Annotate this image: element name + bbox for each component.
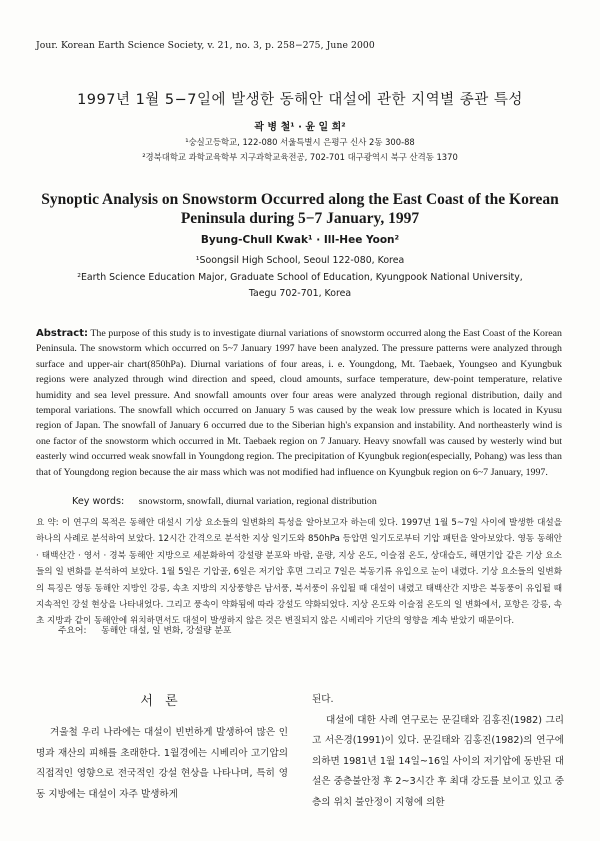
korean-summary-text: 이 연구의 목적은 동해안 대설시 기상 요소들의 일변화의 특성을 알아보고자 하는데 있다. 1997년 1월 5~7일 사이에 발생한 대설을 하나의 사례로 분석하여 보았다. 12시간 간격으로 분석한 지상 일기도와 850hPa 등압면 일기도로부터 기압 패턴을 알아보았다. 영동 동해안 · 태백산간 · 영서 · 경북 동해안 지방으로 세분화하여 강설량 분포와 바람, 운량, 지상 온도, 이슬점 온도, 상대습도, 해면기압 같은 기상 요소들의 일 변화를 분석하여 보았다. 1월 5일은 기압골, 6일은 저기압 후면 그리고 7일은 북동기류 유입으로 눈이 내렸다. 기상 요소들의 일변화의 특징은 영동 동해안 지방인 강릉, 속초 지방의 지상풍향은 남서풍, 북서풍이 유입될 때 대설이 내렸고 태백산간 지방은 북동풍이 유입될 때 지속적인 강설 현상을 나타내었다. 그리고 풍속이 약화됨에 따라 강설도 약화되었다. 지상 온도와 이슬점 온도의 일 변화에서, 포항은 강릉, 속초 지방과 같이 동해안에 위치하면서도 대설이 발생하지 않은 것은 변질되지 않은 시베리아 기단의 영향을 계속 받았기 때문이다. <box>36 518 563 627</box>
korean-authors: 곽 병 철¹ · 윤 일 희² <box>254 122 346 133</box>
body-paragraph: 겨울철 우리 나라에는 대설이 빈번하게 발생하여 많은 인명과 재산의 피해를 초래한다. 1월경에는 시베리아 고기압의 직접적인 영향으로 전국적인 강설 현상을 나타나며, 특히 영동 지방에는 대설이 자주 발생하게 <box>36 727 288 800</box>
korean-summary-label: 요 약: <box>36 518 59 528</box>
english-affiliations <box>0 253 600 303</box>
abstract-label: Abstract: <box>36 328 89 339</box>
korean-affiliation-1: ¹숭실고등학교, 122-080 서울특별시 은평구 신사 2동 300-88 <box>185 137 415 147</box>
body-column-left <box>36 723 288 805</box>
body-paragraph: 대설에 대한 사례 연구로는 문길태와 김홍진(1982) 그리고 서은경(1991)이 있다. 문길태와 김홍진(1982)의 연구에 의하면 1981년 1월 14일~16일 사이의 저기압에 동반된 대설은 중층불안정 후 2~3시간 후 최대 강도를 보이고 있고 중층의 위치 불안정이 지형에 의한 <box>312 714 564 808</box>
body-continuation: 된다. <box>312 694 334 705</box>
english-title <box>0 190 600 228</box>
abstract <box>36 326 562 480</box>
english-affiliation-2-line-1: ²Earth Science Education Major, Graduate School of Education, Kyungpook National University, <box>77 271 523 283</box>
section-heading-introduction: 서 론 <box>140 694 182 709</box>
english-title-line-1: Synoptic Analysis on Snowstorm Occurred along the East Coast of the Korean <box>41 191 559 208</box>
english-authors: Byung-Chull Kwak¹ · Ill-Hee Yoon² <box>200 234 400 246</box>
english-title-line-2: Peninsula during 5−7 January, 1997 <box>180 210 420 227</box>
abstract-text: The purpose of this study is to investigate diurnal variations of snowstorm occurred along the East Coast of the Korean Peninsula. The snowstorm which occurred on 5~7 January 1997 have been analyzed. The pressure patterns were analyzed through surface and upper-air chart(850hPa). Diurnal variations of four areas, i. e. Youngdong, Mt. Taebaek, Youngseo and Kyungbuk regions were analyzed through wind direction and speed, cloud amounts, surface temperature, dew-point temperature, relative humidity and sea level pressure. And snowfall amounts over four areas were analyzed through regional distribution, daily and temporal variations. The snowfall which occurred on January 5 was caused by the weak low pressure which is located in Kyusu region of Japan. The snowfall of January 6 occurred due to the Siberian high's expansion and instability. And northeasterly wind is one factor of the snowstorm which occurred in Mt. Taebaek region on 7 January. Heavy snowfall was caused by westerly wind but easterly wind occurred weak snowfall in Youngdong region. The precipitation of Kyungbuk region(especially, Pohang) was less than that of Youngdong region because the air mass which was not modified had influence on Kyungbuk region on 6~7 January, 1997. <box>36 328 562 478</box>
korean-keywords-label: 주요어: <box>58 626 87 636</box>
korean-affiliation-2: ²경북대학교 과학교육학부 지구과학교육전공, 702-701 대구광역시 북구 산격동 1370 <box>142 152 458 162</box>
english-affiliation-2-line-2: Taegu 702-701, Korea <box>248 288 352 299</box>
journal-citation: Jour. Korean Earth Science Society, v. 21, no. 3, p. 258−275, June 2000 <box>36 40 375 51</box>
korean-keywords <box>58 623 231 636</box>
keywords-label: Key words: <box>72 496 125 507</box>
body-column-right <box>312 690 564 813</box>
keywords-text: snowstorm, snowfall, diurnal variation, regional distribution <box>138 496 377 507</box>
keywords <box>72 496 377 507</box>
korean-title: 1997년 1월 5−7일에 발생한 동해안 대설에 관한 지역별 종관 특성 <box>77 92 523 108</box>
korean-summary <box>36 515 562 630</box>
korean-keywords-text: 동해안 대설, 일 변화, 강설량 분포 <box>101 626 232 636</box>
english-affiliation-1: ¹Soongsil High School, Seoul 122-080, Korea <box>195 255 405 266</box>
